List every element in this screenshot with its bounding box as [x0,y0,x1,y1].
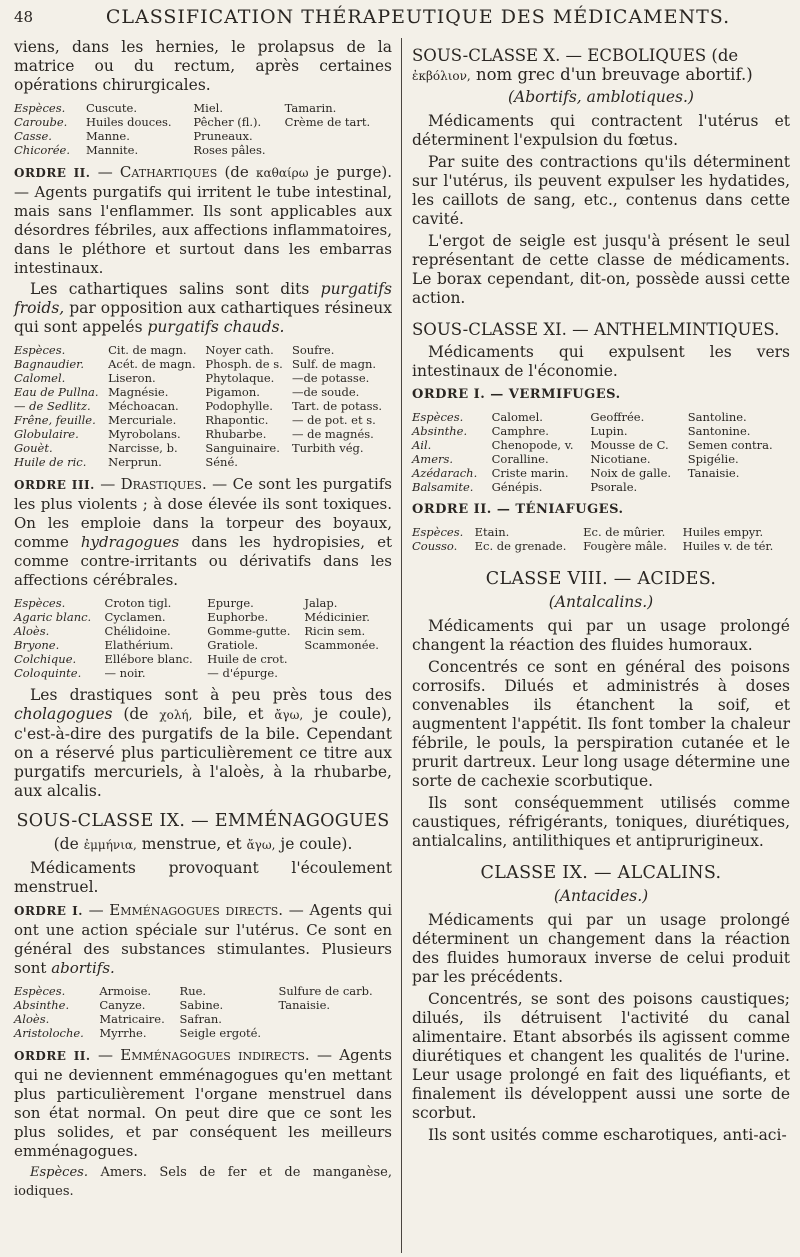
italic-term: abortifs. [51,959,115,977]
table-cell-label: Espèces. [14,101,66,115]
text: Les cathartiques salins sont dits [30,280,310,298]
text: nom grec d'un breuvage abortif.) [476,65,753,84]
order-ii-emmenagogues-indirects [14,1046,392,1161]
table-row [14,1026,392,1040]
table-cell-label: Globulaire. [14,427,79,441]
table-cell-label: Espèces. [412,525,464,539]
table-cell: Noix de galle. [590,466,672,480]
subclass-ix-heading: SOUS-CLASSE IX. — EMMÉNAGOGUES [16,811,390,831]
paragraph: Médicaments qui par un usage prolongé déterminent un changement dans la réaction des fluides humoraux inverse de celui produit par les précédents. [412,911,790,986]
table-cell: — de magnés. [291,427,374,441]
paragraph: Concentrés ce sont en général des poisons corrosifs. Dilués et administrés à doses convenables ils étanchent la soif, et augmentent l'appétit. Ils font tomber la chaleur fébrile, le pouls, la perspiration cutanée et le prurit dartreux. Leur long usage détermine une sorte de cachexie scorbutique. [412,658,790,790]
species-table [14,984,392,1040]
table-row [412,424,790,438]
table-cell: Sulf. de magn. [291,357,377,371]
text: (de [224,163,249,181]
table-cell: Chélidoine. [104,624,171,638]
table-cell: Huiles empyr. [682,525,764,539]
table-row [412,438,790,452]
table-cell: Santoline. [687,410,747,424]
table-cell-label: Bryone. [14,638,60,652]
table-cell: Pêcher (fl.). [193,115,262,129]
table-row [412,525,790,539]
table-cell: Matricaire. [99,1012,165,1026]
table-cell: Jalap. [304,596,338,610]
order-title: — Emménagogues directs. [88,901,284,919]
table-cell: Criste marin. [491,466,569,480]
greek-word: ἄγω, [246,838,276,852]
table-cell: Etain. [474,525,510,539]
species-table [14,596,392,680]
table-cell: Tart. de potass. [291,399,383,413]
table-row [412,466,790,480]
table-cell: Safran. [179,1012,222,1026]
table-row [14,143,392,157]
order-title: — Emménagogues indirects. [97,1046,310,1064]
table-cell: Spigélie. [687,452,739,466]
table-cell: Ec. de grenade. [474,539,567,553]
table-cell [285,129,392,143]
greek-word: ἐμμήνια, [83,838,137,852]
page-number: 48 [14,8,34,26]
paragraph: Concentrés, se sont des poisons caustiques; dilués, ils détruisent l'activité du canal alimentaire. Etant absorbés ils agissent comme diurétiques et changent les qualités de l'urine. Leur usage prolongé en fait des liquéfiants, et finalement ils développent aussi une sorte de scorbut. [412,990,790,1122]
table-cell [688,480,790,494]
table-cell: Tanaisie. [278,998,331,1012]
column-divider [401,38,402,1253]
table-cell: Narcisse, b. [108,441,178,455]
table-cell: Manne. [85,129,130,143]
table-cell: Gratiole. [207,638,259,652]
table-cell: Miel. [193,101,223,115]
table-row [14,441,392,455]
table-row [412,452,790,466]
table-cell: Tamarin. [284,101,337,115]
table-cell: Psorale. [590,480,638,494]
species-line [14,1163,392,1201]
greek-word: καθαίρω [256,166,309,180]
order-ii-cathartiques [14,163,392,278]
subclass-x-heading [412,46,790,84]
paragraph: Médicaments qui contractent l'utérus et déterminent l'expulsion du fœtus. [412,112,790,149]
table-cell-label: — de Sedlitz. [14,399,91,413]
order-i-emmenagogues-directs [14,901,392,978]
table-cell: — d'épurge. [207,666,278,680]
table-cell: Sanguinaire. [205,441,280,455]
species-table [412,410,790,494]
table-cell: Semen contra. [687,438,773,452]
table-cell: Seigle ergoté. [179,1026,262,1040]
table-row [14,455,392,469]
text: (de [53,835,79,853]
table-cell: Myrobolans. [108,427,181,441]
table-cell: Soufre. [291,343,335,357]
table-cell: —de potasse. [291,371,370,385]
table-cell: Gomme-gutte. [207,624,291,638]
table-cell [304,666,392,680]
table-cell: Turbith vég. [291,441,364,455]
running-title: CLASSIFICATION THÉRAPEUTIQUE DES MÉDICAMENTS. [105,6,731,28]
table-cell-label: Frêne, feuille. [14,413,96,427]
table-row [412,480,790,494]
table-cell: Cuscute. [85,101,137,115]
table-row [14,427,392,441]
table-row [14,1012,392,1026]
table-cell: Chenopode, v. [491,438,574,452]
table-cell: Canyze. [99,998,146,1012]
subclass-xi-heading: SOUS-CLASSE XI. — ANTHELMINTIQUES. [412,320,780,339]
table-cell-label: Aristoloche. [14,1026,84,1040]
text: par opposition aux cathartiques résineux qui sont appelés [14,299,392,336]
table-cell: Epurge. [207,596,254,610]
table-cell-label: Espèces. [14,984,66,998]
text: bile, et [203,705,264,723]
table-cell-label: Eau de Pullna. [14,385,99,399]
paragraph: Médicaments qui par un usage prolongé changent la réaction des fluides humoraux. [412,617,790,654]
left-column [14,38,392,1204]
table-cell: Médicinier. [304,610,370,624]
table-cell [285,143,392,157]
table-cell: Scammonée. [304,638,379,652]
table-cell: Elathérium. [104,638,174,652]
table-cell: Sulfure de carb. [278,984,373,998]
table-cell: Ricin sem. [304,624,366,638]
class-ix-subtitle: (Antacides.) [553,887,649,905]
table-row [14,666,392,680]
table-cell: Mousse de C. [590,438,669,452]
text: Amers. Sels de fer et de manganèse, iodiques. [14,1165,392,1199]
species-table [412,525,790,553]
greek-word: χολή, [159,708,193,722]
text: — Agents qui ne deviennent emménagogues qu'en mettant plus particulièrement l'organe menstruel dans son état normal. On peut dire que ce sont les plus solides, et par conséquent les meilleurs emménagogues. [14,1046,392,1160]
table-cell: — noir. [104,666,146,680]
text: SOUS-CLASSE X. — ECBOLIQUES (de [412,46,739,65]
table-cell: Méchoacan. [108,399,179,413]
table-cell [292,455,392,469]
paragraph [14,280,392,337]
table-cell: Phosph. de s. [205,357,283,371]
table-row [14,357,392,371]
table-cell: Ellébore blanc. [104,652,193,666]
order-i-vermifuges: ORDRE I. — VERMIFUGES. [412,387,621,402]
table-cell: Santonine. [687,424,751,438]
order-label: ORDRE III. [14,478,95,492]
table-cell: Euphorbe. [207,610,269,624]
table-cell: Roses pâles. [193,143,266,157]
paragraph: Ils sont usités comme escharotiques, anti-aci- [428,1126,787,1144]
text: — Agents qui ont une action spéciale sur l'utérus. Ce sont en général des substances stimulantes. Plusieurs sont [14,901,392,977]
table-cell-label: Calomel. [14,371,66,385]
table-cell: Fougère mâle. [583,539,667,553]
italic-term: hydragogues [80,533,180,551]
table-cell: Mannite. [85,143,139,157]
table-cell: Rhapontic. [205,413,269,427]
table-row [412,410,790,424]
table-cell-label: Ail. [412,438,432,452]
table-row [14,101,392,115]
table-cell [278,1012,392,1026]
table-cell-label: Absinthe. [14,998,70,1012]
table-cell: —de soude. [291,385,360,399]
table-cell: Lupin. [590,424,628,438]
order-label: ORDRE I. [14,904,83,918]
paragraph: Médicaments qui expulsent les vers intestinaux de l'économie. [412,343,790,380]
table-cell: Mercuriale. [108,413,177,427]
order-label: ORDRE II. [14,1049,91,1063]
text: je purge). — Agents purgatifs qui irritent le tube intestinal, mais sans l'enflammer. Ils sont applicables aux désordres fébriles, aux affections inflammatoires, dans le pléthore et surtout dans les embarras intestinaux. [14,163,392,277]
table-cell: Calomel. [491,410,543,424]
italic-term: purgatifs chauds. [147,318,285,336]
table-row [14,115,392,129]
table-cell: Myrrhe. [99,1026,147,1040]
table-cell: Camphre. [491,424,549,438]
table-cell-label: Espèces. [412,410,464,424]
text: menstrue, et [141,835,242,853]
table-cell: Armoise. [99,984,152,998]
table-cell: Podophylle. [205,399,273,413]
subclass-ix-etymology [14,835,392,853]
italic-term: cholagogues [14,705,113,723]
order-ii-teniafuges: ORDRE II. — TÉNIAFUGES. [412,502,624,517]
table-cell: Pruneaux. [193,129,253,143]
table-cell-label: Agaric blanc. [14,610,92,624]
table-cell-label: Chicorée. [14,143,71,157]
table-row [14,596,392,610]
table-row [14,984,392,998]
text: Les drastiques sont à peu près tous des [30,686,392,704]
order-title: — Cathartiques [97,163,218,181]
table-cell-label: Azédarach. [412,466,478,480]
right-column [412,38,790,1148]
text: je coule). [280,835,353,853]
table-cell [304,652,392,666]
table-cell: Cit. de magn. [108,343,187,357]
table-cell-label: Cousso. [412,539,458,553]
species-table [14,343,392,469]
table-cell: Huile de crot. [207,652,288,666]
table-cell: — de pot. et s. [291,413,376,427]
order-iii-drastiques [14,475,392,590]
table-cell-label: Gouèt. [14,441,53,455]
table-row [14,385,392,399]
table-row [14,624,392,638]
table-row [14,610,392,624]
table-cell-label: Caroube. [14,115,68,129]
table-row [14,129,392,143]
paragraph: Par suite des contractions qu'ils déterminent sur l'utérus, ils peuvent expulser les hydatides, les caillots de sang, etc., contenus dans cette cavité. [412,153,790,228]
table-cell: Coralline. [491,452,549,466]
table-cell-label: Amers. [412,452,454,466]
table-cell-label: Balsamite. [412,480,474,494]
italic-term: purgatifs froids, [14,280,392,317]
subclass-x-subtitle: (Abortifs, amblotiques.) [508,88,694,106]
text: — Ce sont les purgatifs les plus violents ; à dose élevée ils sont toxiques. On les emploie dans la torpeur des boyaux, comme [14,475,392,551]
order-label: ORDRE II. [14,166,91,180]
text: dans les hydropisies, et comme contre-irritants ou dérivatifs dans les affections cérébrales. [14,533,392,589]
table-row [14,652,392,666]
table-cell: Huiles v. de tér. [682,539,774,553]
table-cell: Nicotiane. [590,452,651,466]
paragraph [14,686,392,801]
class-ix-heading: CLASSE IX. — ALCALINS. [480,863,722,883]
table-cell: Ec. de mûrier. [583,525,666,539]
table-cell: Tanaisie. [687,466,740,480]
table-cell: Noyer cath. [205,343,274,357]
table-cell-label: Coloquinte. [14,666,82,680]
table-cell-label: Espèces. [14,596,66,610]
paragraph: Médicaments provoquant l'écoulement menstruel. [14,859,392,896]
table-cell-label: Absinthe. [412,424,468,438]
table-row [14,638,392,652]
species-label: Espèces. [30,1165,88,1180]
paragraph: viens, dans les hernies, le prolapsus de la matrice ou du rectum, après certaines opérations chirurgicales. [14,38,392,94]
table-cell: Croton tigl. [104,596,172,610]
table-cell: Séné. [205,455,238,469]
table-cell: Liseron. [108,371,156,385]
species-table [14,101,392,157]
greek-word: ἐκβόλιον, [412,69,471,83]
table-row [412,539,790,553]
table-row [14,399,392,413]
table-cell: Rue. [179,984,207,998]
order-title: — Drastiques. [100,475,207,493]
greek-word: ἄγω, [274,708,304,722]
table-cell-label: Aloès. [14,624,50,638]
class-viii-heading: CLASSE VIII. — ACIDES. [485,569,717,589]
table-cell: Phytolaque. [205,371,275,385]
table-cell-label: Colchique. [14,652,77,666]
table-cell: Pigamon. [205,385,260,399]
text: je coule), c'est-à-dire des purgatifs de la bile. Cependant on a réservé plus particulièrement ce titre aux purgatifs mercuriels, à l'aloès, à la rhubarbe, aux alcalis. [14,705,392,800]
table-row [14,413,392,427]
table-cell: Rhubarbe. [205,427,267,441]
text: (de [123,705,149,723]
table-cell: Cyclamen. [104,610,166,624]
table-cell: Huiles douces. [85,115,172,129]
table-row [14,998,392,1012]
table-cell-label: Casse. [14,129,52,143]
table-cell-label: Huile de ric. [14,455,87,469]
table-cell-label: Aloès. [14,1012,50,1026]
table-row [14,371,392,385]
table-cell [278,1026,392,1040]
table-cell: Génépis. [491,480,543,494]
table-cell: Sabine. [179,998,224,1012]
table-cell: Nerprun. [108,455,162,469]
class-viii-subtitle: (Antalcalins.) [548,593,654,611]
table-cell: Acét. de magn. [108,357,196,371]
paragraph: Ils sont conséquemment utilisés comme caustiques, réfrigérants, toniques, diurétiques, antialcalins, antilithiques et antiprurigineux. [412,794,790,850]
table-cell-label: Bagnaudier. [14,357,85,371]
table-cell: Crème de tart. [284,115,371,129]
paragraph: L'ergot de seigle est jusqu'à présent le seul représentant de cette classe de médicaments. Le borax cependant, dit-on, possède aussi cette action. [412,232,790,307]
table-cell: Geoffrée. [590,410,645,424]
table-cell-label: Espèces. [14,343,66,357]
table-row [14,343,392,357]
table-cell: Magnésie. [108,385,169,399]
